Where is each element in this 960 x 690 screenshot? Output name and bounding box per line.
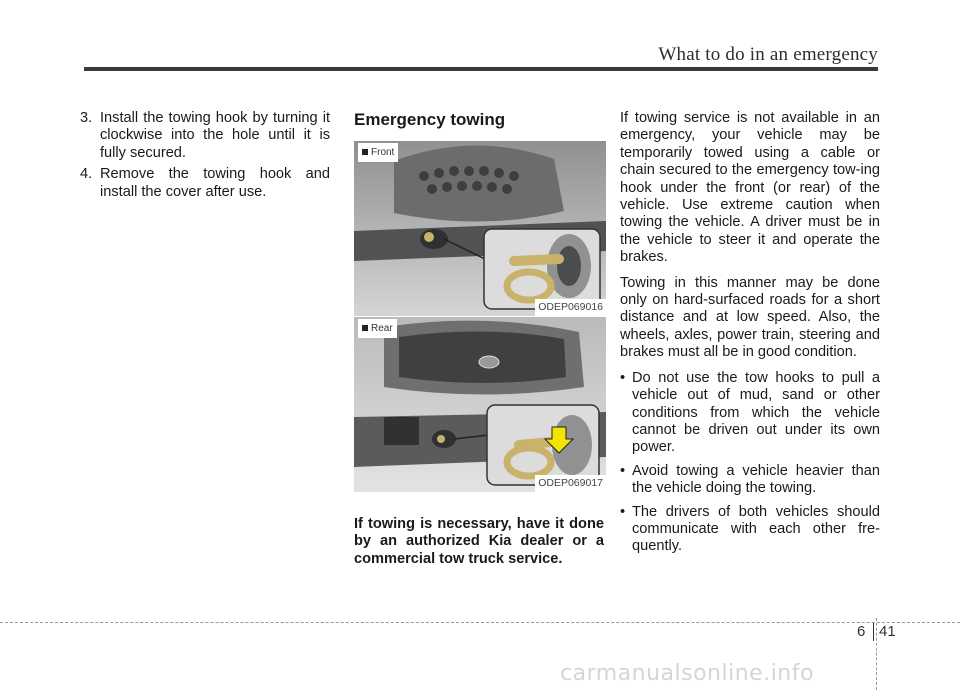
header-rule	[84, 67, 878, 71]
step-number: 4.	[80, 166, 93, 183]
middle-column	[354, 110, 604, 568]
page-number: 41	[879, 623, 896, 640]
footer-rule	[0, 622, 960, 623]
step-item	[80, 110, 330, 162]
right-column	[620, 110, 880, 562]
bullet-dot-icon: •	[620, 462, 626, 479]
step-number: 3.	[80, 110, 93, 126]
bullet-item: • Avoid towing a vehicle heavier than the vehicle doing the towing.	[620, 462, 880, 497]
watermark: carmanualsonline.info	[560, 661, 814, 686]
left-column	[80, 110, 330, 205]
bullet-dot-icon: •	[620, 503, 626, 520]
page-divider	[873, 623, 874, 641]
rear-towing-figure	[354, 317, 606, 492]
front-towing-figure	[354, 141, 606, 316]
figure-label: Front	[358, 143, 398, 162]
paragraph: If towing service is not available in an emergency, your vehicle may be temporarily towed using a cable or chain secured to the emergency tow-ing hook under the front (or rear) of the vehicle. Use extreme caution when towing the vehicle. A driver must be in the vehicle to steer it and operate the brakes.	[620, 110, 880, 266]
footer-vertical-rule	[876, 618, 877, 690]
figure-label: Rear	[358, 319, 397, 338]
section-title: Emergency towing	[354, 110, 506, 129]
step-item	[80, 166, 330, 201]
page-header-title: What to do in an emergency	[658, 44, 878, 65]
towing-note: If towing is necessary, have it done by an authorized Kia dealer or a commercial tow truck service.	[354, 516, 604, 567]
figure-code: ODEP069017	[535, 475, 606, 492]
step-text: Install the towing hook by turning it clockwise into the hole until it is fully secured.	[100, 110, 330, 161]
step-text: Remove the towing hook and install the cover after use.	[100, 166, 330, 200]
paragraph: Towing in this manner may be done only on hard-surfaced roads for a short distance and at low speed. Also, the wheels, axles, power train, steering and brakes must all be in good condition.	[620, 274, 880, 361]
front-car-illustration	[354, 141, 606, 316]
bullet-dot-icon: •	[620, 369, 626, 386]
figure-code: ODEP069016	[535, 299, 606, 316]
rear-car-illustration	[354, 317, 606, 492]
bullet-item: • Do not use the tow hooks to pull a vehicle out of mud, sand or other conditions from which the vehicle cannot be driven out under its own power.	[620, 369, 880, 456]
chapter-number: 6	[857, 623, 866, 640]
bullet-item: • The drivers of both vehicles should communicate with each other fre-quently.	[620, 503, 880, 555]
